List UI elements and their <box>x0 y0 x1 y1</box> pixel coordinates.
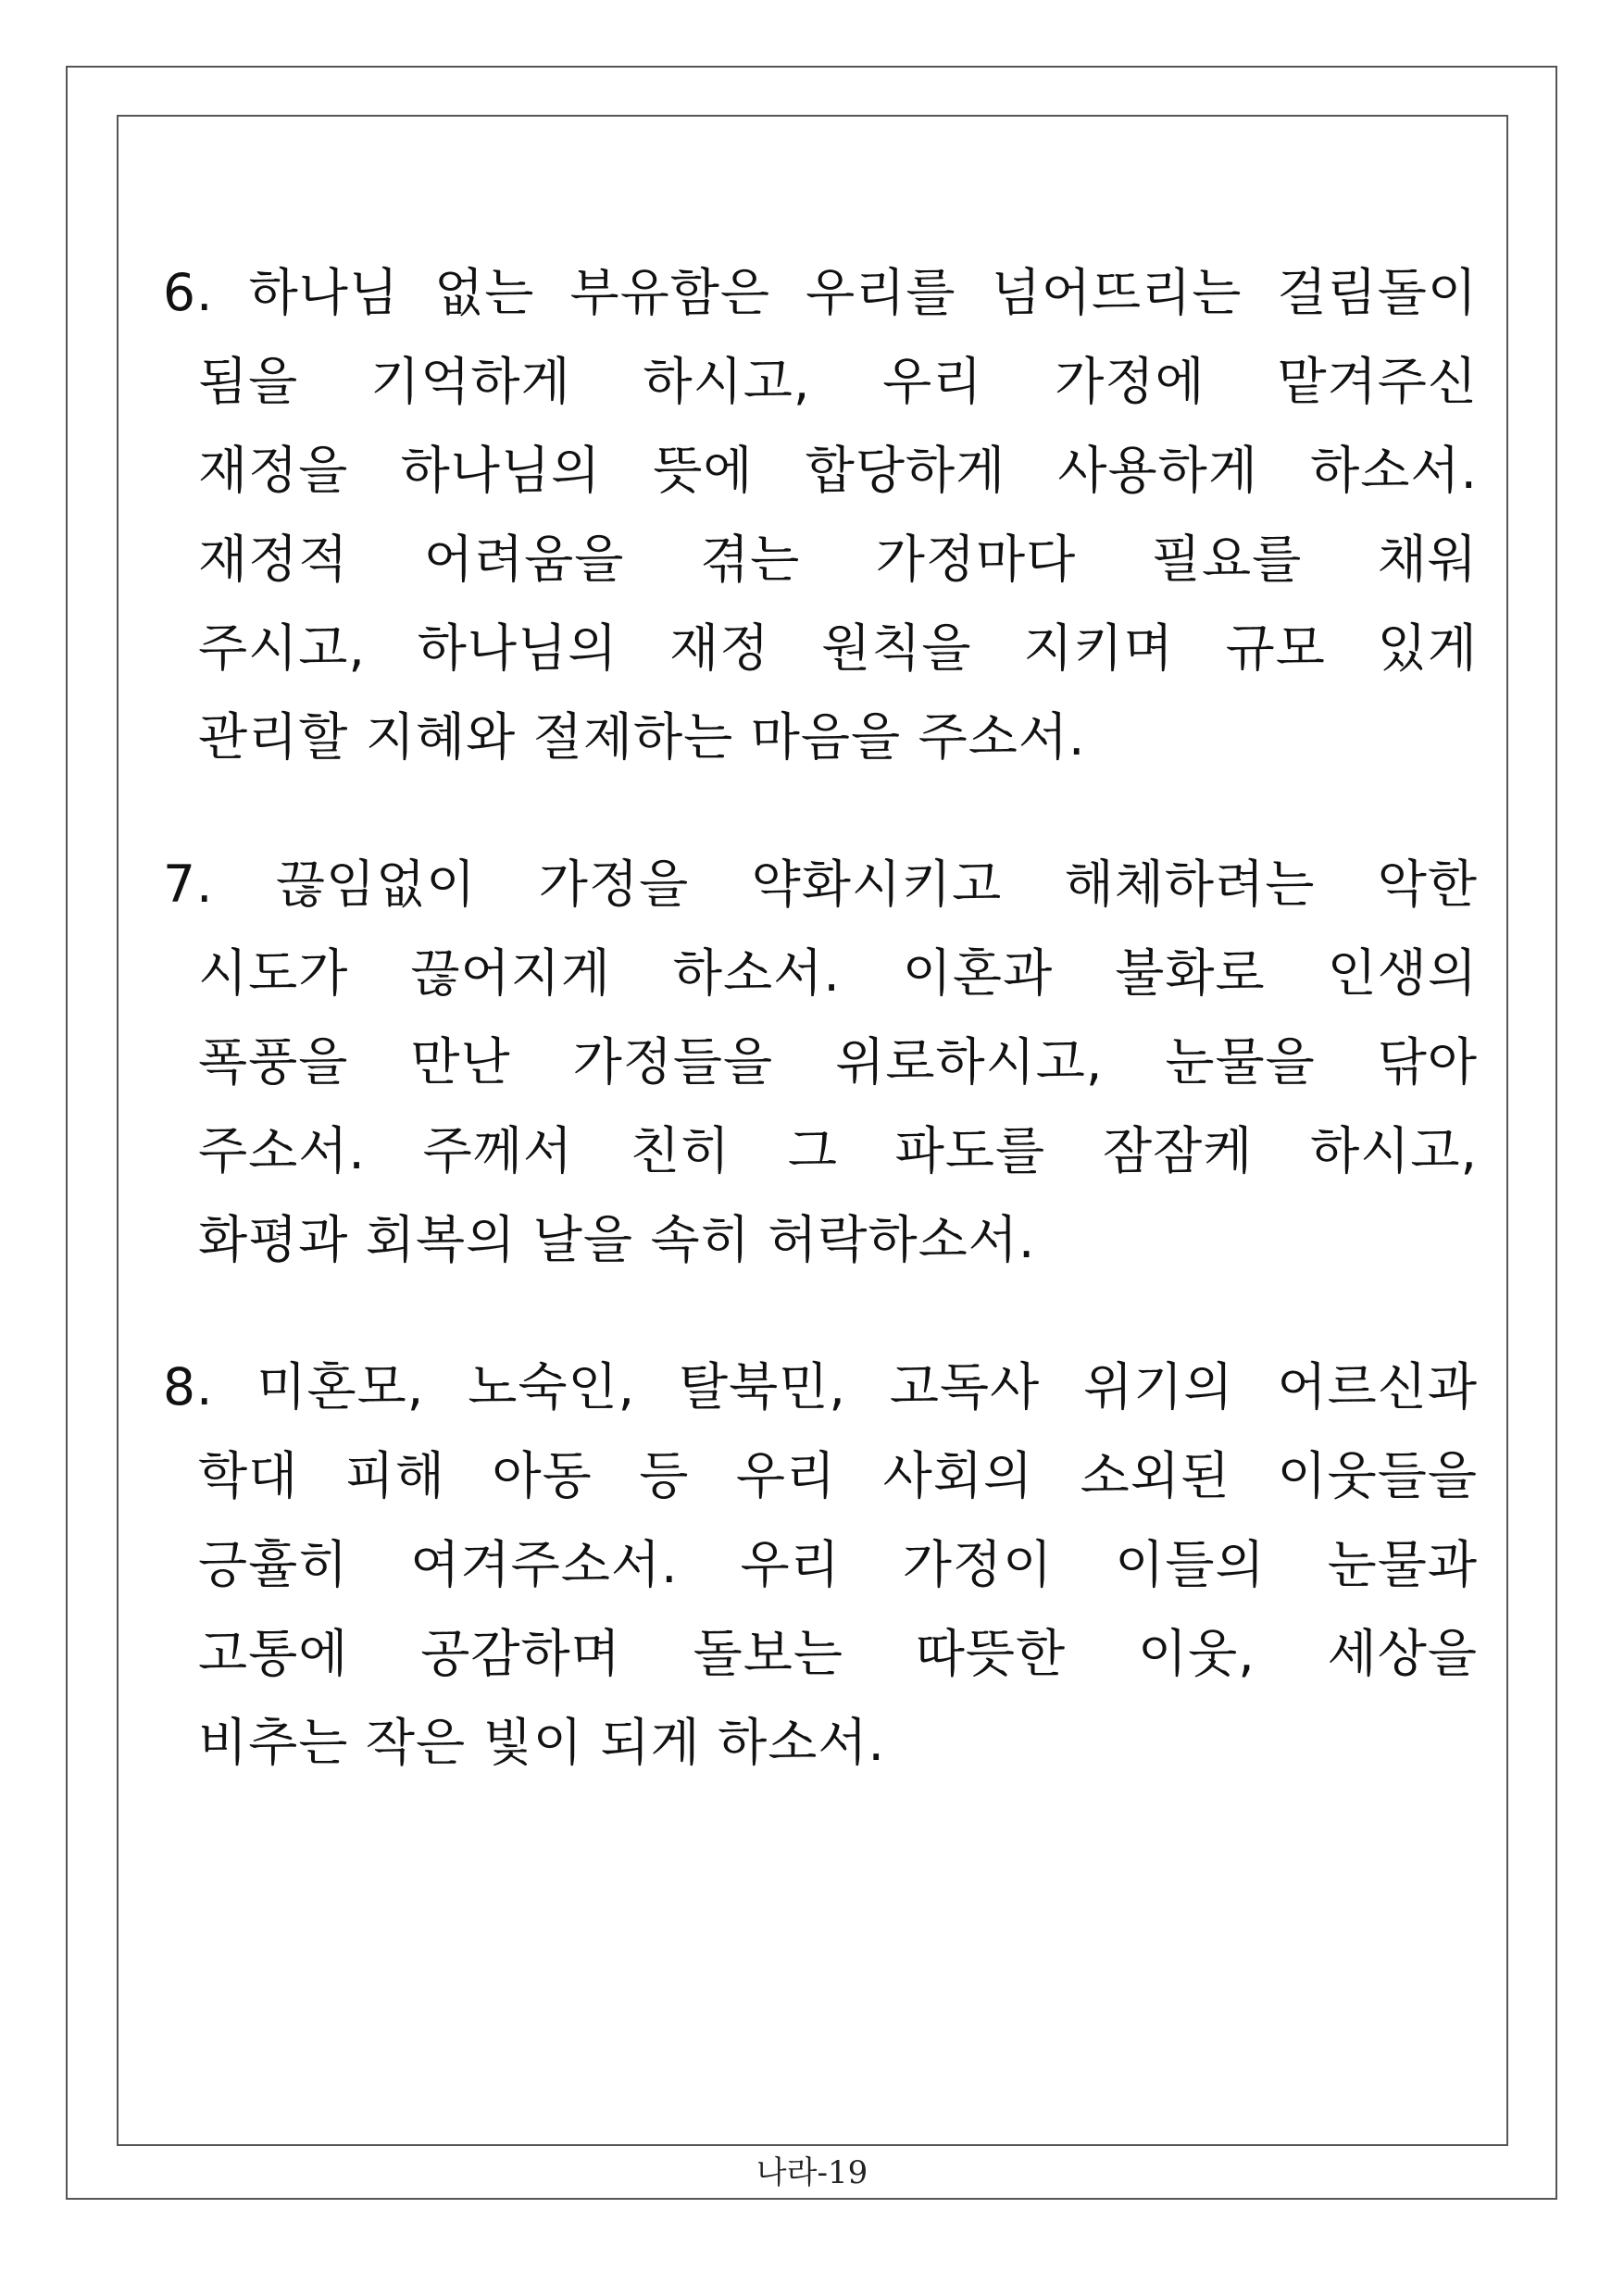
prayer-line: 주소서. 주께서 친히 그 파도를 잠잠케 하시고, <box>198 1121 1478 1180</box>
prayer-line: 8. 미혼모, 노숙인, 탈북민, 고독사 위기의 어르신과 <box>163 1357 1478 1416</box>
prayer-line: 시도가 끊어지게 하소서. 이혼과 불화로 인생의 <box>198 943 1478 1003</box>
page-number: 나라-19 <box>756 2154 868 2191</box>
prayer-line: 비추는 작은 빛이 되게 하소서. <box>198 1713 885 1772</box>
prayer-line: 폭풍을 만난 가정들을 위로하시고, 눈물을 닦아 <box>198 1032 1478 1092</box>
prayer-item-6 <box>163 248 1478 781</box>
prayer-line: 됨을 기억하게 하시고, 우리 가정에 맡겨주신 <box>198 352 1478 411</box>
prayer-line: 재정적 어려움을 겪는 가정마다 필요를 채워 <box>198 530 1478 589</box>
prayer-item-7 <box>163 840 1478 1284</box>
prayer-line: 고통에 공감하며 돌보는 따뜻한 이웃, 세상을 <box>198 1624 1478 1683</box>
prayer-list <box>163 248 1478 1845</box>
prayer-line: 주시고, 하나님의 재정 원칙을 지키며 규모 있게 <box>198 618 1478 678</box>
prayer-line: 관리할 지혜와 절제하는 마음을 주소서. <box>198 707 1086 767</box>
prayer-line: 재정을 하나님의 뜻에 합당하게 사용하게 하소서. <box>198 441 1478 500</box>
prayer-line: 7. 끊임없이 가정을 약화시키고 해체하려는 악한 <box>163 855 1478 914</box>
prayer-item-8 <box>163 1342 1478 1787</box>
prayer-line: 학대 피해 아동 등 우리 사회의 소외된 이웃들을 <box>198 1446 1478 1505</box>
prayer-line: 화평과 회복의 날을 속히 허락하소서. <box>198 1210 1036 1269</box>
prayer-line: 6. 하나님 없는 부유함은 우리를 넘어뜨리는 걸림돌이 <box>163 263 1478 322</box>
prayer-line: 긍휼히 여겨주소서. 우리 가정이 이들의 눈물과 <box>198 1535 1478 1594</box>
